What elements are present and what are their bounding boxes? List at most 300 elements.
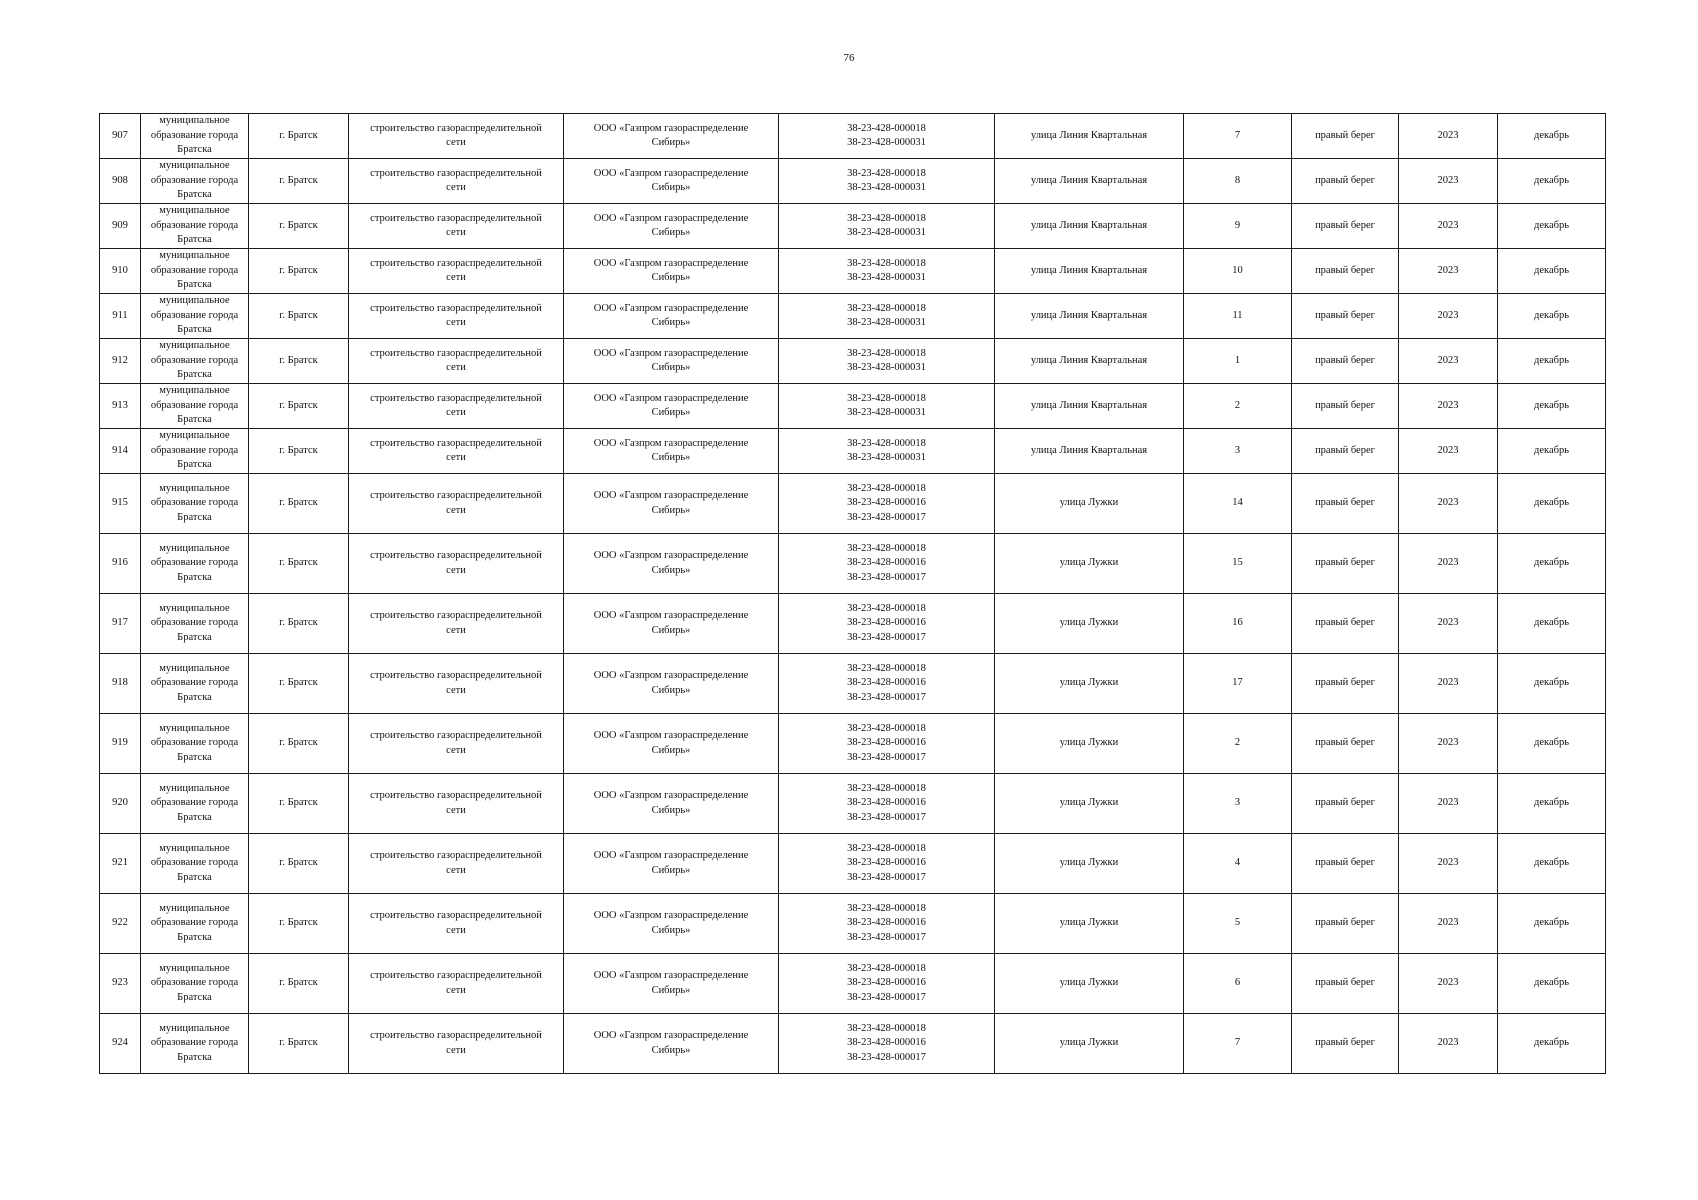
- cell-house-number: 9: [1184, 204, 1292, 249]
- cell-number: 910: [100, 249, 141, 294]
- cell-municipality: [141, 339, 249, 384]
- table-row: [100, 429, 1606, 474]
- cell-work-type-line: сети: [446, 362, 466, 373]
- cell-municipality-line: муниципальное: [159, 250, 230, 262]
- cell-cadastral-numbers: [779, 534, 995, 594]
- cell-work-type-line: сети: [446, 984, 466, 996]
- cell-number: 921: [100, 834, 141, 894]
- cell-month: декабрь: [1498, 384, 1606, 429]
- cell-cadastral-numbers-line: 38-23-428-000031: [847, 227, 926, 238]
- cell-operator: [564, 474, 779, 534]
- cell-cadastral-numbers-line: 38-23-428-000017: [847, 751, 926, 763]
- cell-city: г. Братск: [249, 654, 349, 714]
- cell-operator-line: ООО «Газпром газораспределение: [593, 1030, 749, 1041]
- cell-cadastral-numbers-line: 38-23-428-000031: [847, 182, 926, 193]
- cell-street: улица Линия Квартальная: [995, 294, 1184, 339]
- cell-operator: [564, 339, 779, 384]
- cell-city: г. Братск: [249, 474, 349, 534]
- cell-house-number: 5: [1184, 894, 1292, 954]
- table-row: [100, 159, 1606, 204]
- cell-month: декабрь: [1498, 204, 1606, 249]
- cell-operator: [564, 834, 779, 894]
- cell-cadastral-numbers-line: 38-23-428-000016: [847, 677, 926, 689]
- cell-operator: [564, 159, 779, 204]
- cell-work-type-line: сети: [446, 924, 466, 936]
- cell-cadastral-numbers: [779, 294, 995, 339]
- cell-cadastral-numbers: [779, 894, 995, 954]
- cell-year: 2023: [1399, 249, 1498, 294]
- cell-cadastral-numbers-line: 38-23-428-000018: [847, 257, 926, 269]
- cell-cadastral-numbers-line: 38-23-428-000018: [847, 842, 926, 854]
- cell-street: улица Линия Квартальная: [995, 204, 1184, 249]
- cell-operator-line: ООО «Газпром газораспределение: [593, 122, 749, 134]
- cell-street: улица Линия Квартальная: [995, 384, 1184, 429]
- cell-cadastral-numbers-line: 38-23-428-000017: [847, 571, 926, 583]
- cell-number: 913: [100, 384, 141, 429]
- cell-operator-line: ООО «Газпром газораспределение: [593, 910, 749, 921]
- cell-municipality-line: образование города: [150, 219, 239, 231]
- cell-municipality-line: муниципальное: [159, 722, 230, 734]
- cell-operator: [564, 249, 779, 294]
- cell-city: г. Братск: [249, 594, 349, 654]
- cell-number: 909: [100, 204, 141, 249]
- cell-month: декабрь: [1498, 339, 1606, 384]
- cell-municipality-line: образование города: [150, 444, 239, 456]
- cell-street: улица Лужки: [995, 954, 1184, 1014]
- cell-number: 908: [100, 159, 141, 204]
- table-body: [100, 114, 1606, 1074]
- cell-municipality-line: Братска: [177, 691, 212, 703]
- cell-work-type-line: сети: [446, 744, 466, 756]
- cell-street: улица Линия Квартальная: [995, 339, 1184, 384]
- cell-city: г. Братск: [249, 1014, 349, 1074]
- cell-number: 912: [100, 339, 141, 384]
- cell-operator-line: ООО «Газпром газораспределение: [593, 212, 749, 224]
- cell-house-number: 15: [1184, 534, 1292, 594]
- cell-work-type-line: сети: [446, 504, 466, 516]
- cell-operator: [564, 894, 779, 954]
- cell-work-type-line: сети: [446, 407, 466, 418]
- table-row: [100, 654, 1606, 714]
- cell-operator-line: Сибирь»: [651, 362, 691, 373]
- cell-municipality: [141, 384, 249, 429]
- cell-work-type-line: сети: [446, 864, 466, 876]
- cell-year: 2023: [1399, 204, 1498, 249]
- cell-city: г. Братск: [249, 114, 349, 159]
- cell-year: 2023: [1399, 384, 1498, 429]
- cell-cadastral-numbers-line: 38-23-428-000031: [847, 452, 926, 463]
- cell-house-number: 7: [1184, 1014, 1292, 1074]
- cell-house-number: 16: [1184, 594, 1292, 654]
- cell-municipality-line: муниципальное: [159, 662, 230, 674]
- cell-municipality-line: образование города: [150, 264, 239, 276]
- cell-number: 920: [100, 774, 141, 834]
- cell-operator-line: ООО «Газпром газораспределение: [593, 850, 749, 861]
- cell-work-type-line: сети: [446, 182, 466, 193]
- cell-work-type-line: строительство газораспределительной: [370, 347, 542, 359]
- cell-municipality-line: образование города: [150, 129, 239, 141]
- cell-work-type: [349, 654, 564, 714]
- cell-cadastral-numbers-line: 38-23-428-000018: [847, 302, 926, 314]
- cell-house-number: 2: [1184, 384, 1292, 429]
- cell-work-type-line: строительство газораспределительной: [370, 1030, 542, 1041]
- cell-cadastral-numbers-line: 38-23-428-000016: [847, 617, 926, 629]
- cell-operator-line: Сибирь»: [651, 1044, 691, 1056]
- cell-district: правый берег: [1292, 384, 1399, 429]
- cell-work-type-line: сети: [446, 317, 466, 328]
- cell-number: 907: [100, 114, 141, 159]
- cell-municipality-line: образование города: [150, 797, 239, 809]
- cell-year: 2023: [1399, 474, 1498, 534]
- cell-work-type-line: сети: [446, 1044, 466, 1056]
- cell-municipality-line: образование города: [150, 677, 239, 689]
- cell-cadastral-numbers: [779, 834, 995, 894]
- cell-district: правый берег: [1292, 159, 1399, 204]
- cell-district: правый берег: [1292, 534, 1399, 594]
- cell-municipality-line: образование города: [150, 497, 239, 509]
- cell-month: декабрь: [1498, 534, 1606, 594]
- cell-cadastral-numbers: [779, 384, 995, 429]
- cell-operator: [564, 714, 779, 774]
- cell-operator-line: Сибирь»: [651, 504, 691, 516]
- cell-cadastral-numbers-line: 38-23-428-000018: [847, 1022, 926, 1034]
- cell-month: декабрь: [1498, 429, 1606, 474]
- cell-municipality-line: муниципальное: [159, 295, 230, 307]
- cell-year: 2023: [1399, 594, 1498, 654]
- cell-number: 914: [100, 429, 141, 474]
- cell-municipality-line: Братска: [177, 459, 212, 471]
- cell-work-type-line: строительство газораспределительной: [370, 850, 542, 861]
- cell-work-type: [349, 294, 564, 339]
- cell-year: 2023: [1399, 339, 1498, 384]
- cell-work-type: [349, 474, 564, 534]
- cell-municipality: [141, 429, 249, 474]
- table-row: [100, 294, 1606, 339]
- cell-city: г. Братск: [249, 384, 349, 429]
- cell-work-type: [349, 894, 564, 954]
- cell-municipality-line: Братска: [177, 144, 212, 156]
- cell-municipality-line: муниципальное: [159, 1022, 230, 1034]
- cell-month: декабрь: [1498, 954, 1606, 1014]
- cell-district: правый берег: [1292, 204, 1399, 249]
- cell-number: 911: [100, 294, 141, 339]
- cell-month: декабрь: [1498, 654, 1606, 714]
- cell-work-type: [349, 249, 564, 294]
- cell-cadastral-numbers-line: 38-23-428-000031: [847, 317, 926, 328]
- cell-operator-line: Сибирь»: [651, 864, 691, 876]
- cell-month: декабрь: [1498, 294, 1606, 339]
- cell-municipality: [141, 534, 249, 594]
- cell-municipality-line: Братска: [177, 511, 212, 523]
- cell-municipality-line: Братска: [177, 414, 212, 426]
- cell-work-type-line: сети: [446, 564, 466, 576]
- cell-cadastral-numbers-line: 38-23-428-000018: [847, 167, 926, 179]
- cell-cadastral-numbers-line: 38-23-428-000017: [847, 1051, 926, 1063]
- cell-municipality-line: муниципальное: [159, 542, 230, 554]
- cell-cadastral-numbers-line: 38-23-428-000018: [847, 437, 926, 449]
- cell-operator: [564, 1014, 779, 1074]
- cell-municipality: [141, 474, 249, 534]
- cell-year: 2023: [1399, 294, 1498, 339]
- cell-year: 2023: [1399, 654, 1498, 714]
- cell-municipality-line: муниципальное: [159, 385, 230, 397]
- cell-work-type: [349, 954, 564, 1014]
- table-row: [100, 384, 1606, 429]
- table-row: [100, 204, 1606, 249]
- table-row: [100, 954, 1606, 1014]
- cell-municipality-line: Братска: [177, 369, 212, 381]
- cell-cadastral-numbers: [779, 339, 995, 384]
- cell-municipality-line: муниципальное: [159, 902, 230, 914]
- cell-house-number: 6: [1184, 954, 1292, 1014]
- cell-street: улица Лужки: [995, 1014, 1184, 1074]
- cell-cadastral-numbers-line: 38-23-428-000017: [847, 871, 926, 883]
- cell-cadastral-numbers: [779, 714, 995, 774]
- cell-cadastral-numbers-line: 38-23-428-000018: [847, 962, 926, 974]
- cell-operator-line: Сибирь»: [651, 407, 691, 418]
- cell-house-number: 10: [1184, 249, 1292, 294]
- cell-year: 2023: [1399, 834, 1498, 894]
- cell-cadastral-numbers-line: 38-23-428-000018: [847, 782, 926, 794]
- cell-street: улица Лужки: [995, 474, 1184, 534]
- cell-city: г. Братск: [249, 429, 349, 474]
- cell-house-number: 11: [1184, 294, 1292, 339]
- cell-operator: [564, 429, 779, 474]
- cell-city: г. Братск: [249, 954, 349, 1014]
- cell-city: г. Братск: [249, 894, 349, 954]
- cell-cadastral-numbers-line: 38-23-428-000016: [847, 497, 926, 509]
- cell-operator-line: Сибирь»: [651, 984, 691, 996]
- cell-cadastral-numbers-line: 38-23-428-000031: [847, 407, 926, 418]
- cell-cadastral-numbers-line: 38-23-428-000016: [847, 557, 926, 569]
- cell-cadastral-numbers-line: 38-23-428-000018: [847, 347, 926, 359]
- cell-work-type-line: сети: [446, 272, 466, 283]
- cell-municipality-line: Братска: [177, 571, 212, 583]
- cell-cadastral-numbers: [779, 114, 995, 159]
- cell-cadastral-numbers: [779, 654, 995, 714]
- table-row: [100, 774, 1606, 834]
- cell-work-type-line: строительство газораспределительной: [370, 392, 542, 404]
- cell-cadastral-numbers: [779, 204, 995, 249]
- cell-year: 2023: [1399, 159, 1498, 204]
- cell-number: 922: [100, 894, 141, 954]
- cell-operator-line: Сибирь»: [651, 452, 691, 463]
- cell-district: правый берег: [1292, 294, 1399, 339]
- cell-municipality-line: Братска: [177, 1051, 212, 1063]
- cell-work-type: [349, 714, 564, 774]
- cell-municipality-line: Братска: [177, 234, 212, 246]
- cell-cadastral-numbers-line: 38-23-428-000018: [847, 542, 926, 554]
- cell-municipality-line: муниципальное: [159, 842, 230, 854]
- cell-operator-line: ООО «Газпром газораспределение: [593, 550, 749, 561]
- cell-municipality-line: Братска: [177, 631, 212, 643]
- cell-municipality-line: образование города: [150, 309, 239, 321]
- cell-municipality: [141, 294, 249, 339]
- cell-house-number: 17: [1184, 654, 1292, 714]
- cell-municipality-line: Братска: [177, 991, 212, 1003]
- table-row: [100, 834, 1606, 894]
- cell-district: правый берег: [1292, 714, 1399, 774]
- cell-number: 924: [100, 1014, 141, 1074]
- cell-operator-line: ООО «Газпром газораспределение: [593, 610, 749, 621]
- cell-operator: [564, 534, 779, 594]
- cell-number: 919: [100, 714, 141, 774]
- cell-cadastral-numbers-line: 38-23-428-000018: [847, 212, 926, 224]
- cell-city: г. Братск: [249, 339, 349, 384]
- cell-city: г. Братск: [249, 534, 349, 594]
- cell-cadastral-numbers-line: 38-23-428-000016: [847, 857, 926, 869]
- cell-month: декабрь: [1498, 894, 1606, 954]
- cell-operator-line: Сибирь»: [651, 684, 691, 696]
- cell-work-type-line: строительство газораспределительной: [370, 257, 542, 269]
- cell-municipality: [141, 1014, 249, 1074]
- cell-street: улица Линия Квартальная: [995, 114, 1184, 159]
- cell-district: правый берег: [1292, 594, 1399, 654]
- cell-operator-line: Сибирь»: [651, 272, 691, 283]
- cell-street: улица Линия Квартальная: [995, 159, 1184, 204]
- cell-street: улица Лужки: [995, 894, 1184, 954]
- cell-street: улица Лужки: [995, 714, 1184, 774]
- cell-work-type: [349, 114, 564, 159]
- cell-cadastral-numbers: [779, 1014, 995, 1074]
- cell-operator-line: ООО «Газпром газораспределение: [593, 970, 749, 981]
- cell-work-type: [349, 834, 564, 894]
- cell-cadastral-numbers-line: 38-23-428-000017: [847, 691, 926, 703]
- cell-cadastral-numbers-line: 38-23-428-000017: [847, 931, 926, 943]
- cell-cadastral-numbers-line: 38-23-428-000016: [847, 797, 926, 809]
- cell-operator-line: ООО «Газпром газораспределение: [593, 167, 749, 179]
- cell-work-type-line: строительство газораспределительной: [370, 437, 542, 449]
- cell-operator-line: ООО «Газпром газораспределение: [593, 347, 749, 359]
- cell-district: правый берег: [1292, 114, 1399, 159]
- cell-month: декабрь: [1498, 594, 1606, 654]
- cell-work-type-line: строительство газораспределительной: [370, 212, 542, 224]
- cell-district: правый берег: [1292, 954, 1399, 1014]
- cell-municipality-line: образование города: [150, 399, 239, 411]
- cell-municipality: [141, 714, 249, 774]
- cell-cadastral-numbers: [779, 429, 995, 474]
- cell-cadastral-numbers-line: 38-23-428-000018: [847, 482, 926, 494]
- cell-operator-line: Сибирь»: [651, 924, 691, 936]
- cell-number: 923: [100, 954, 141, 1014]
- cell-work-type-line: строительство газораспределительной: [370, 490, 542, 501]
- cell-municipality-line: образование города: [150, 557, 239, 569]
- table-row: [100, 249, 1606, 294]
- cell-district: правый берег: [1292, 1014, 1399, 1074]
- cell-cadastral-numbers-line: 38-23-428-000018: [847, 662, 926, 674]
- cell-cadastral-numbers-line: 38-23-428-000018: [847, 722, 926, 734]
- cell-cadastral-numbers: [779, 954, 995, 1014]
- cell-street: улица Лужки: [995, 834, 1184, 894]
- cell-municipality-line: Братска: [177, 751, 212, 763]
- cell-cadastral-numbers-line: 38-23-428-000016: [847, 917, 926, 929]
- cell-cadastral-numbers-line: 38-23-428-000016: [847, 1037, 926, 1049]
- cell-municipality-line: муниципальное: [159, 205, 230, 217]
- cell-cadastral-numbers-line: 38-23-428-000017: [847, 991, 926, 1003]
- cell-street: улица Лужки: [995, 594, 1184, 654]
- cell-operator: [564, 654, 779, 714]
- cell-municipality: [141, 114, 249, 159]
- cell-district: правый берег: [1292, 249, 1399, 294]
- cell-cadastral-numbers-line: 38-23-428-000017: [847, 631, 926, 643]
- cell-operator-line: ООО «Газпром газораспределение: [593, 257, 749, 269]
- cell-district: правый берег: [1292, 834, 1399, 894]
- cell-operator: [564, 204, 779, 249]
- cell-work-type-line: строительство газораспределительной: [370, 910, 542, 921]
- table-row: [100, 594, 1606, 654]
- cell-district: правый берег: [1292, 894, 1399, 954]
- cell-operator: [564, 774, 779, 834]
- table-row: [100, 714, 1606, 774]
- cell-house-number: 4: [1184, 834, 1292, 894]
- cell-district: правый берег: [1292, 429, 1399, 474]
- cell-municipality-line: муниципальное: [159, 962, 230, 974]
- cell-work-type: [349, 204, 564, 249]
- cell-cadastral-numbers-line: 38-23-428-000018: [847, 392, 926, 404]
- cell-cadastral-numbers-line: 38-23-428-000018: [847, 122, 926, 134]
- cell-cadastral-numbers-line: 38-23-428-000031: [847, 362, 926, 373]
- cell-work-type-line: строительство газораспределительной: [370, 730, 542, 741]
- cell-cadastral-numbers-line: 38-23-428-000018: [847, 902, 926, 914]
- cell-work-type-line: строительство газораспределительной: [370, 122, 542, 134]
- cell-municipality: [141, 249, 249, 294]
- cell-municipality: [141, 654, 249, 714]
- cell-work-type-line: строительство газораспределительной: [370, 790, 542, 801]
- cell-work-type-line: строительство газораспределительной: [370, 550, 542, 561]
- cell-street: улица Лужки: [995, 774, 1184, 834]
- cell-municipality-line: Братска: [177, 279, 212, 291]
- cell-month: декабрь: [1498, 834, 1606, 894]
- cell-city: г. Братск: [249, 834, 349, 894]
- cell-operator: [564, 114, 779, 159]
- cell-municipality-line: муниципальное: [159, 340, 230, 352]
- cell-number: 918: [100, 654, 141, 714]
- cell-work-type: [349, 594, 564, 654]
- cell-district: правый берег: [1292, 339, 1399, 384]
- cell-cadastral-numbers: [779, 159, 995, 204]
- cell-operator-line: ООО «Газпром газораспределение: [593, 670, 749, 681]
- page-number: 76: [843, 52, 855, 64]
- cell-operator-line: ООО «Газпром газораспределение: [593, 302, 749, 314]
- cell-operator: [564, 294, 779, 339]
- cell-municipality-line: образование города: [150, 917, 239, 929]
- cell-cadastral-numbers-line: 38-23-428-000016: [847, 977, 926, 989]
- cell-month: декабрь: [1498, 1014, 1606, 1074]
- cell-municipality-line: образование города: [150, 354, 239, 366]
- cell-house-number: 2: [1184, 714, 1292, 774]
- table-row: [100, 114, 1606, 159]
- cell-house-number: 1: [1184, 339, 1292, 384]
- cell-house-number: 3: [1184, 774, 1292, 834]
- cell-district: правый берег: [1292, 774, 1399, 834]
- cell-city: г. Братск: [249, 774, 349, 834]
- cell-work-type-line: строительство газораспределительной: [370, 167, 542, 179]
- cell-work-type-line: сети: [446, 227, 466, 238]
- cell-city: г. Братск: [249, 159, 349, 204]
- cell-municipality-line: муниципальное: [159, 160, 230, 172]
- cell-operator-line: Сибирь»: [651, 744, 691, 756]
- cell-work-type-line: сети: [446, 624, 466, 636]
- cell-house-number: 3: [1184, 429, 1292, 474]
- cell-operator-line: Сибирь»: [651, 317, 691, 328]
- cell-number: 916: [100, 534, 141, 594]
- cell-municipality: [141, 894, 249, 954]
- cell-cadastral-numbers-line: 38-23-428-000016: [847, 737, 926, 749]
- cell-municipality: [141, 159, 249, 204]
- table-row: [100, 339, 1606, 384]
- cell-street: улица Лужки: [995, 654, 1184, 714]
- table-row: [100, 894, 1606, 954]
